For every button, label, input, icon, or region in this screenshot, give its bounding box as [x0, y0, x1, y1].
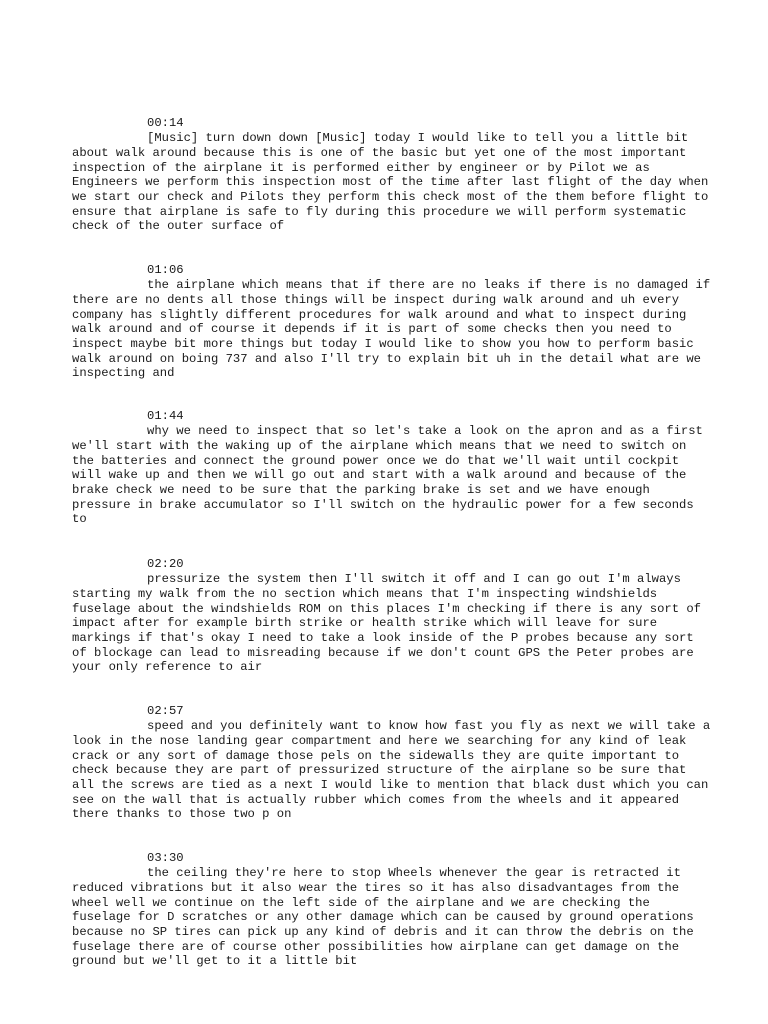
- segment-text: pressurize the system then I'll switch it off and I can go out I'm always starting my walk from the no section which means that I'm inspecting windshields fuselage about the windshields ROM on this places I'm checking if there is any sort of impact after for example birth strike or health strike which will leave for sure markings if that's okay I need to take a look inside of the P probes because any sort of blockage can lead to misreading because if we don't count GPS the Peter probes are your only reference to air: [72, 572, 709, 675]
- segment-text: the ceiling they're here to stop Wheels whenever the gear is retracted it reduced vibrations but it also wear the tires so it has also disadvantages from the wheel well we continue on the left side of the airplane and we are checking the fuselage for D scratches or any other damage which can be caused by ground operations because no SP tires can pick up any kind of debris and it can throw the debris on the fuselage there are of course other possibilities how airplane can get damage on the ground but we'll get to it a little bit: [72, 866, 701, 969]
- segment-text: the airplane which means that if there are no leaks if there is no damaged if there are no dents all those things will be inspect during walk around and uh every company has slightly different procedures for walk around and what to inspect during walk around and of course it depends if it is part of some checks then you need to inspect maybe bit more things but today I would like to show you how to perform basic walk around on boing 737 and also I'll try to explain bit uh in the detail what are we inspecting and: [72, 278, 718, 381]
- timestamp: 01:06: [147, 263, 184, 278]
- segment-text: speed and you definitely want to know how fast you fly as next we will take a look in the nose landing gear compartment and here we searching for any kind of leak crack or any sort of damage those pels on the sidewalls they are quite important to check because they are part of pressurized structure of the airplane so be sure that all the screws are tied as a next I would like to mention that black dust which you can see on the wall that is actually rubber which comes from the wheels and it appeared there thanks to those two p on: [72, 719, 718, 822]
- transcript-segment-6: [72, 822, 712, 998]
- timestamp: 02:57: [147, 704, 184, 719]
- timestamp: 00:14: [147, 116, 184, 131]
- segment-text: [Music] turn down down [Music] today I would like to tell you a little bit about walk around because this is one of the basic but yet one of the most important inspection of the airplane it is performed either by engineer or by Pilot we as Engineers we perform this inspection most of the time after last flight of the day when we start our check and Pilots they perform this check most of the them before flight to ensure that airplane is safe to fly during this procedure we will perform systematic check of the outer surface of: [72, 131, 716, 234]
- timestamp: 03:30: [147, 851, 184, 866]
- timestamp: 01:44: [147, 409, 184, 424]
- timestamp: 02:20: [147, 557, 184, 572]
- segment-text: why we need to inspect that so let's take a look on the apron and as a first we'll start with the waking up of the airplane which means that we need to switch on the batteries and connect the ground power once we do that we'll wait until cockpit will wake up and then we will go out and start with a walk around and because of the brake check we need to be sure that the parking brake is set and we have enough pressure in brake accumulator so I'll switch on the hydraulic power for a few seconds to: [72, 424, 711, 527]
